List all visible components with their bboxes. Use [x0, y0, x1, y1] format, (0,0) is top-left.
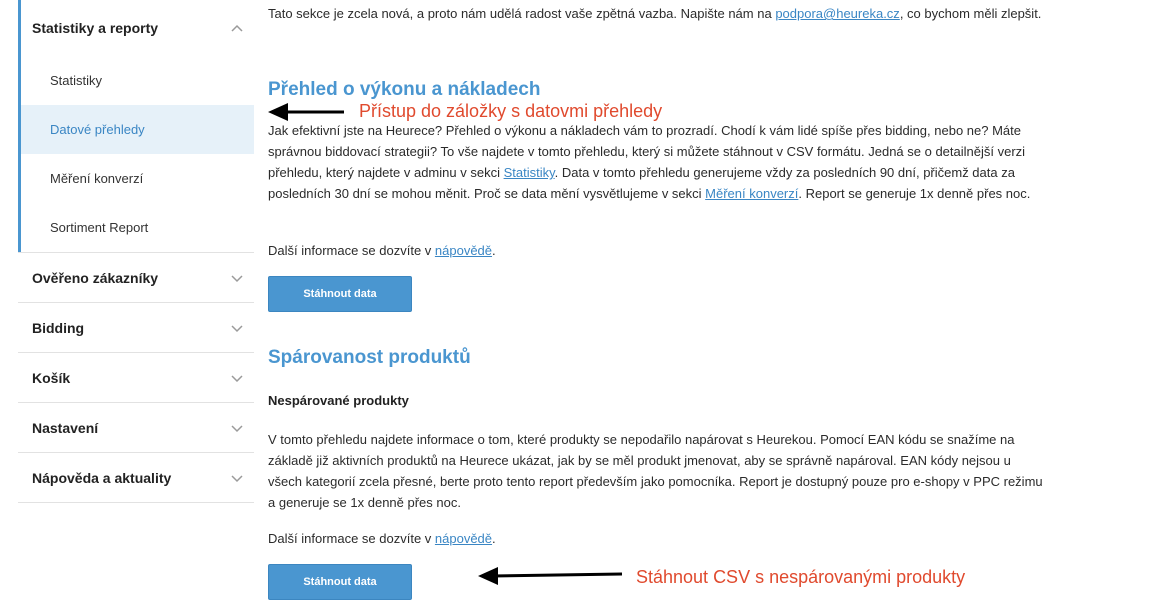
chevron-down-icon [230, 271, 244, 285]
support-email-link[interactable]: podpora@heureka.cz [775, 6, 900, 21]
sidebar-item-statistiky[interactable] [21, 56, 254, 105]
sidebar-group-label: Nápověda a aktuality [32, 469, 172, 486]
sidebar [18, 0, 254, 503]
arrow-left-icon [476, 564, 624, 588]
sidebar-item-label: Statistiky [50, 73, 103, 88]
chevron-up-icon [230, 21, 244, 35]
sidebar-group-label: Bidding [32, 319, 85, 336]
help-link[interactable]: nápovědě [434, 243, 493, 258]
pairing-more-info: Další informace se dozvíte v nápovědě. [268, 531, 496, 546]
chevron-down-icon [230, 371, 244, 385]
arrow-left-icon [266, 100, 346, 124]
download-performance-button[interactable]: Stáhnout data [268, 276, 412, 312]
sidebar-group-statistiky [18, 0, 254, 252]
sidebar-group-kosik[interactable] [18, 353, 254, 403]
sidebar-group-overeno-zakazniky[interactable] [18, 253, 254, 303]
performance-more-info: Další informace se dozvíte v nápovědě. [268, 243, 496, 258]
sidebar-item-mereni-konverzi[interactable] [21, 154, 254, 203]
intro-text: Tato sekce je zcela nová, a proto nám udělá radost vaše zpětná vazba. Napište nám na podpora@heureka.cz, co bychom měli zlepšit. [268, 6, 1042, 21]
chevron-down-icon [230, 321, 244, 335]
performance-description: Jak efektivní jste na Heurece? Přehled o výkonu a nákladech vám to prozradí. Chodí k vám lidé spíše přes bidding, nebo ne? Máte správnou biddovací strategii? To vše najdete v tomto přehledu, který si můžete stáhnout v CSV formátu. Jedná se o detailnější verzi přehledu, který najdete v adminu v sekci Statistiky. Data v tomto přehledu generujeme vždy za posledních 90 dní, přičemž data za posledních 30 dní se mohou měnit. Proč se data mění vysvětlujeme v sekci Měření konverzí. Report se generuje 1x denně přes noc. [268, 123, 1031, 201]
subsection-title-unpaired: Nespárované produkty [268, 393, 409, 408]
sidebar-group-napoveda[interactable] [18, 453, 254, 503]
pairing-description: V tomto přehledu najdete informace o tom, které produkty se nepodařilo napárovat s Heurekou. Pomocí EAN kódu se snažíme na základě již aktivních produktů na Heurece ukázat, jak by se měl produkt jmenovat, aby se správně napároval. EAN kódy nejsou u všech kategorií zcela přesné, berte proto tento report především jako pomocníka. Report je dostupný pouze pro e-shopy v PPC režimu a generuje se 1x denně přes noc. [268, 432, 1043, 510]
chevron-down-icon [230, 421, 244, 435]
sidebar-group-header-statistiky[interactable] [21, 0, 254, 56]
help-link[interactable]: nápovědě [434, 531, 493, 546]
annotation-top: Přístup do záložky s datovmi přehledy [359, 101, 663, 121]
sidebar-item-datove-prehledy[interactable] [21, 105, 254, 154]
sidebar-group-nastaveni[interactable] [18, 403, 254, 453]
sidebar-group-label: Ověřeno zákazníky [32, 269, 159, 286]
section-title-pairing: Spárovanost produktů [268, 347, 471, 368]
sidebar-item-sortiment-report[interactable] [21, 203, 254, 252]
annotation-bottom: Stáhnout CSV s nespárovanými produkty [636, 567, 966, 587]
download-unpaired-button[interactable]: Stáhnout data [268, 564, 412, 600]
sidebar-group-label: Statistiky a reporty [32, 20, 159, 36]
section-title-performance: Přehled o výkonu a nákladech [268, 79, 541, 100]
mereni-konverzi-link[interactable]: Měření konverzí [705, 186, 799, 201]
statistiky-link[interactable]: Statistiky [503, 165, 555, 180]
sidebar-item-label: Datové přehledy [50, 122, 145, 137]
sidebar-group-label: Košík [32, 369, 71, 386]
sidebar-item-label: Sortiment Report [50, 220, 149, 235]
sidebar-group-bidding[interactable] [18, 303, 254, 353]
sidebar-group-label: Nastavení [32, 419, 99, 436]
sidebar-item-label: Měření konverzí [50, 171, 144, 186]
chevron-down-icon [230, 471, 244, 485]
